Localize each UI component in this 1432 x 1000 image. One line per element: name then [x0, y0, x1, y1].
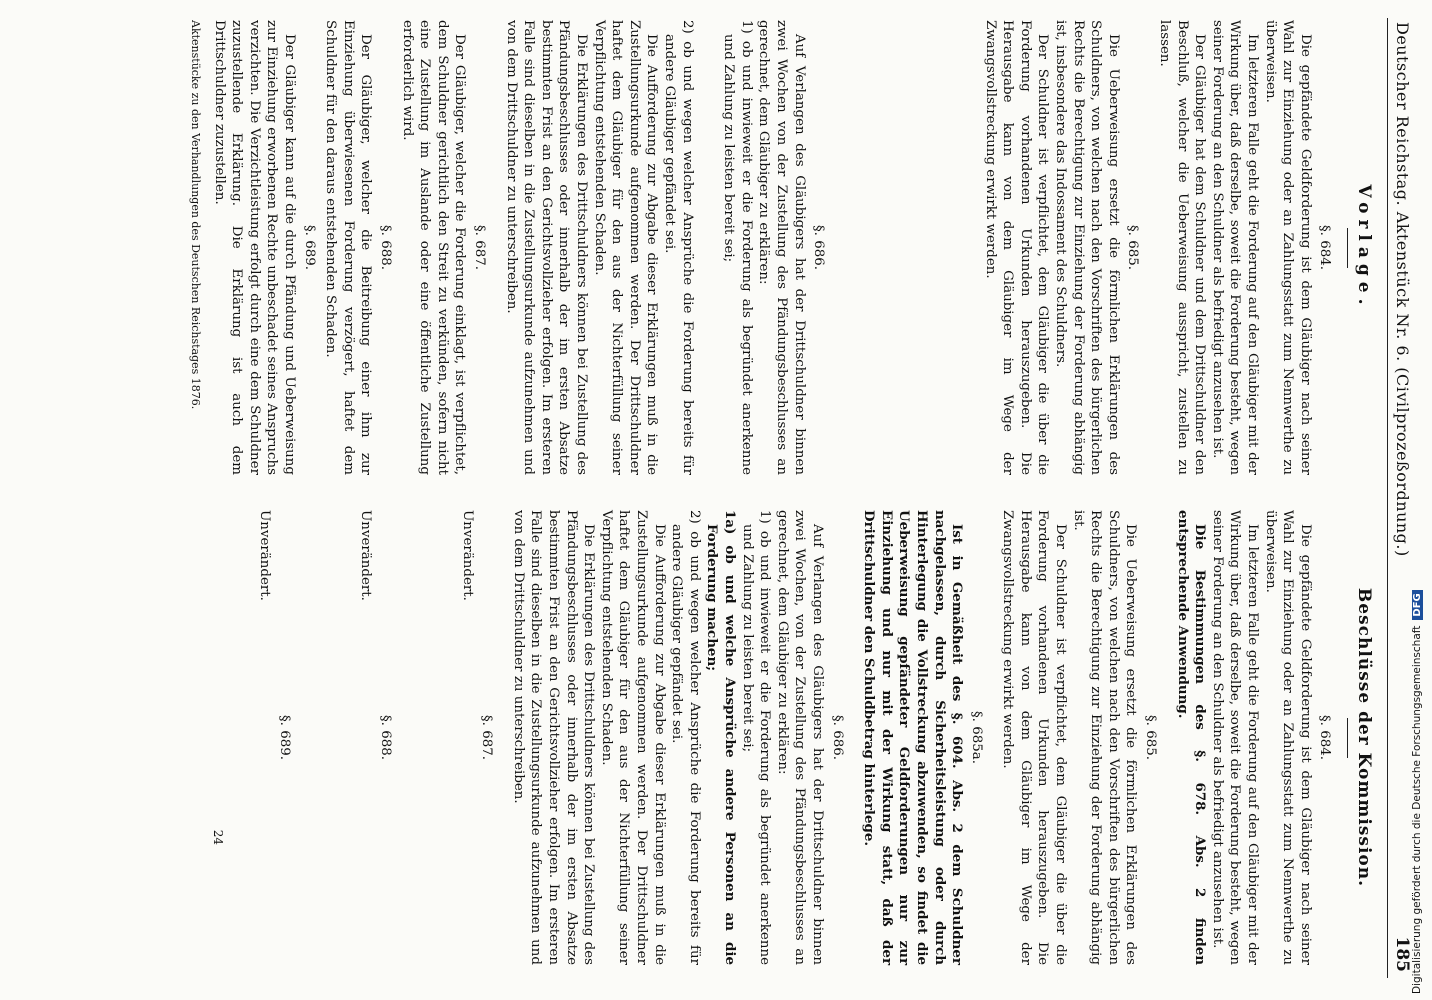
section-heading: §. 688. — [378, 224, 394, 271]
paragraph: Die Ueberweisung ersetzt die förmlichen Erklärungen des Schuldners, von welchen nach den Vorschriften des bürgerlichen Rechts die Berechtigung zur Einziehung der Forderung abhängig ist. — [1070, 510, 1139, 965]
paragraph: Die Bestimmungen des §. 678. Abs. 2 finden entsprechende Anwendung. — [1174, 510, 1209, 965]
paragraph: Die Ueberweisung ersetzt die förmlichen Erklärungen des Schuldners, von welchen nach den Vorschriften des bürgerlichen Rechts die Berechtigung zur Einziehung der Forderung abhängig ist, insbesondere das Indossament des Schuldners. — [1053, 20, 1121, 475]
section-heading: §. 689. — [301, 224, 317, 271]
list-item: 1) ob und inwieweit er die Forderung als begründet anerkenne und Zahlung zu leisten bereit sei; — [739, 510, 773, 965]
paragraph: Auf Verlangen des Gläubigers hat der Drittschuldner binnen zwei Wochen von der Zustellung des Pfändungsbeschlusses an gerechnet, dem Gläubiger zu erklären: — [756, 20, 807, 475]
paragraph: Die Erklärungen des Drittschuldners können bei Zustellung des Pfändungsbeschlusses oder innerhalb der im ersten Absatze bestimmten Frist an den Gerichtsvollzieher erfolgen. Im ersteren Falle sind dieselben in die Zustellungsurkunde aufzunehmen und von dem Drittschuldner zu unterschreiben. — [503, 20, 589, 475]
left-column-title: Vorlage. — [1354, 184, 1374, 311]
title-rule — [1347, 228, 1348, 268]
section-heading: §. 685. — [1125, 224, 1141, 271]
section-heading: §. 684. — [1317, 224, 1333, 271]
paragraph: Der Gläubiger, welcher die Forderung einklagt, ist verpflichtet, dem Schuldner gerichtlich den Streit zu verkünden, sofern nicht eine Zustellung im Auslande oder eine öffentliche Zustellung erforderlich wird. — [399, 20, 468, 475]
header-rule — [1387, 18, 1388, 978]
list-item: 2) ob und wegen welcher Ansprüche die Forderung bereits für andere Gläubiger gepfändet sei. — [669, 510, 702, 965]
left-column — [187, 20, 1372, 475]
paragraph: Im letzteren Falle geht die Forderung auf den Gläubiger mit der Wirkung über, daß derselbe, soweit die Forderung besteht, wegen seiner Forderung an den Schuldner als befriedigt anzusehen ist. — [1209, 510, 1261, 965]
paragraph: Die Aufforderung zur Abgabe dieser Erklärungen muß in die Zustellungsurkunde aufgenommen werden. Der Drittschuldner haftet dem Gläubiger für den aus der Nichterfüllung seiner Verpflichtung entstehenden Schaden. — [591, 20, 660, 475]
paragraph: Die Erklärungen des Drittschuldners können bei Zustellung des Pfändungsbeschlusses oder innerhalb der im ersten Absatze bestimmten Frist an den Gerichtsvollzieher erfolgen. Im ersteren Falle sind dieselben in die Zustellungsurkunde aufzunehmen und von dem Drittschuldner zu unterschreiben. — [510, 510, 597, 965]
page-header — [1372, 22, 1412, 972]
list-item: 2) ob und wegen welcher Ansprüche die Forderung bereits für andere Gläubiger gepfändet sei. — [661, 20, 695, 475]
section-heading: §. 689. — [276, 714, 292, 761]
section-heading: §. 684. — [1317, 714, 1333, 761]
section-heading: §. 687. — [479, 714, 495, 761]
paragraph: Der Gläubiger, welcher die Beitreibung einer ihm zur Einziehung überwiesenen Forderung verzögert, haftet dem Schuldner für den daraus entstehenden Schaden. — [323, 20, 374, 475]
dfg-logo: DFG — [1412, 590, 1423, 619]
paragraph: Unverändert. — [257, 510, 273, 601]
dfg-side-note — [1410, 8, 1432, 994]
dfg-note-text: Digitalisierung gefördert durch die Deutsche Forschungsgemeinschaft — [1411, 625, 1423, 994]
list-item: 1a) ob und welche Ansprüche andere Personen an die Forderung machen; — [704, 510, 738, 965]
paragraph: Der Gläubiger hat dem Schuldner und dem Drittschuldner den Beschluß, welcher die Ueberweisung ausspricht, zustellen zu lassen. — [1157, 20, 1208, 475]
paragraph: Auf Verlangen des Gläubigers hat der Drittschuldner binnen zwei Wochen, von der Zustellung des Pfändungsbeschlusses an gerechnet, dem Gläubiger zu erklären: — [774, 510, 825, 965]
section-heading: §. 686. — [811, 224, 827, 271]
paragraph: Der Schuldner ist verpflichtet, dem Gläubiger die über die Forderung vorhandenen Urkunden herauszugeben. Die Herausgabe kann von dem Gläubiger im Wege der Zwangsvollstreckung erwirkt werden. — [1000, 510, 1069, 965]
paragraph: Die Aufforderung zur Abgabe dieser Erklärungen muß in die Zustellungsurkunde aufgenommen werden. Der Drittschuldner haftet dem Gläubiger für den aus der Nichterfüllung seiner Verpflichtung entstehenden Schaden. — [598, 510, 667, 965]
footnote: Aktenstücke zu den Verhandlungen des Deutschen Reichstages 1876. — [189, 20, 203, 410]
paragraph: Die gepfändete Geldforderung ist dem Gläubiger nach seiner Wahl zur Einziehung oder an Zahlungsstatt zum Nennwerthe zu überweisen. — [1262, 510, 1313, 965]
page-number: 185 — [1392, 936, 1412, 972]
right-column — [208, 510, 1372, 965]
right-column-title: Beschlüsse der Kommission. — [1354, 587, 1374, 888]
section-heading: §. 685a. — [968, 710, 984, 764]
section-heading: §. 686. — [829, 714, 845, 761]
section-heading: §. 688. — [378, 714, 394, 761]
signature-mark: 24 — [210, 829, 225, 845]
paragraph: Die gepfändete Geldforderung ist dem Gläubiger nach seiner Wahl zur Einziehung oder an Zahlungsstatt zum Nennwerthe zu überweisen. — [1262, 20, 1313, 475]
paragraph: Unverändert. — [459, 510, 475, 601]
header-title: Deutscher Reichstag. Aktenstück Nr. 6. (Civilprozeßordnung.) — [1393, 22, 1412, 557]
paragraph: Der Gläubiger kann auf die durch Pfändung und Ueberweisung zur Einziehung erworbenen Rechte unbeschadet seines Anspruchs verzichten. Die Verzichtleistung erfolgt durch eine dem Schuldner zuzustellende Erklärung. Die Erklärung ist auch dem Drittschuldner zuzustellen. — [211, 20, 298, 475]
list-item: 1) ob und inwieweit er die Forderung als begründet anerkenne und Zahlung zu leisten bereit sei; — [721, 20, 754, 475]
section-heading: §. 685. — [1143, 714, 1159, 761]
section-heading: §. 687. — [472, 224, 488, 271]
paragraph: Der Schuldner ist verpflichtet, dem Gläubiger die über die Forderung vorhandenen Urkunden herauszugeben. Die Herausgabe kann von dem Gläubiger im Wege der Zwangsvollstreckung erwirkt werden. — [982, 20, 1051, 475]
paragraph: Ist in Gemäßheit des §. 604. Abs. 2 dem Schuldner nachgelassen, durch Sicherheitsleistung oder durch Hinterlegung die Vollstreckung abzuwenden, so findet die Ueberweisung gepfändeter Geldforderungen nur zur Einziehung und nur mit der Wirkung statt, daß der Drittschuldner den Schuldbetrag hinterlege. — [861, 510, 966, 965]
title-rule — [1347, 718, 1348, 758]
paragraph: Unverändert. — [358, 510, 374, 601]
paragraph: Im letzteren Falle geht die Forderung auf den Gläubiger mit der Wirkung über, daß derselbe, soweit die Forderung besteht, wegen seiner Forderung an den Schuldner als befriedigt anzusehen ist. — [1209, 20, 1261, 475]
